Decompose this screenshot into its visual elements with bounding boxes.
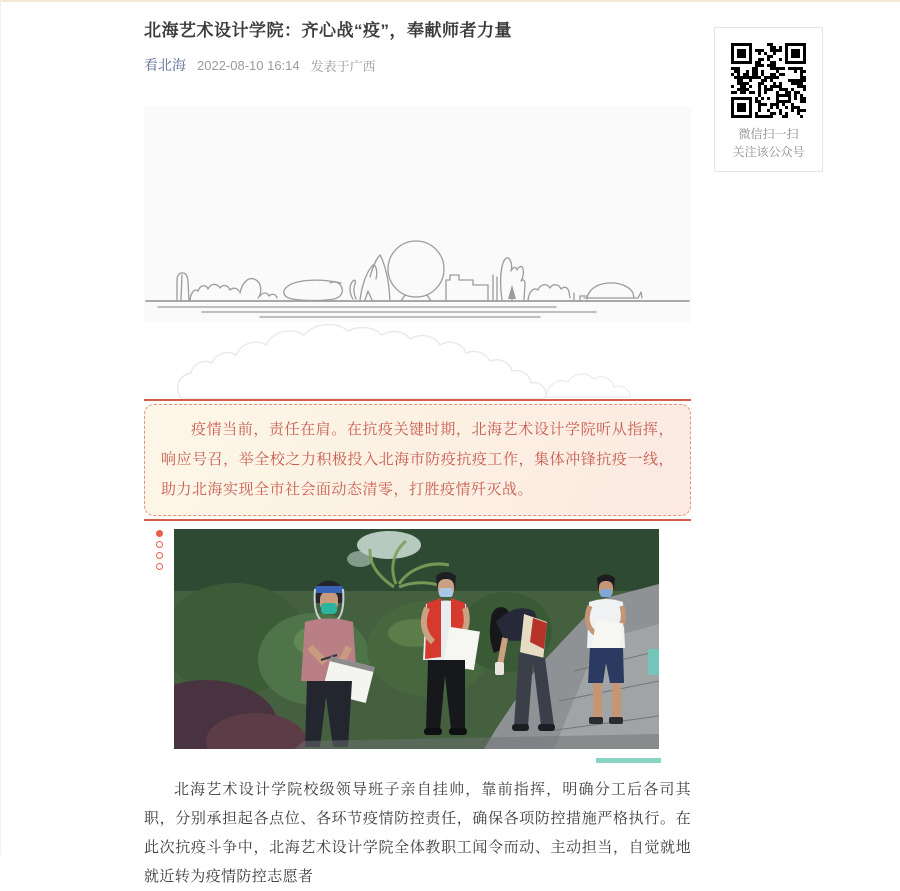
qr-code-icon xyxy=(731,43,806,118)
cloud-illustration xyxy=(144,322,691,399)
publish-time: 2022-08-10 16:14 xyxy=(197,57,300,73)
article-photo[interactable] xyxy=(174,529,659,749)
qr-panel xyxy=(714,27,823,172)
dot-icon xyxy=(156,552,163,559)
qr-caption-line1: 微信扫一扫 xyxy=(738,127,799,141)
photo-block xyxy=(144,529,691,763)
skyline-illustration xyxy=(144,107,691,322)
dot-icon xyxy=(156,530,163,537)
body-paragraph: 北海艺术设计学院校级领导班子亲自挂帅，靠前指挥，明确分工后各司其职，分别承担起各点位、各环节疫情防控责任，确保各项防控措施严格执行。在此次抗疫斗争中，北海艺术设计学院全体教职工闻令而动、主动担当，自觉就地就近转为疫情防控志愿者 xyxy=(144,781,691,885)
article-title: 北海艺术设计学院：齐心战“疫”，奉献师者力量 xyxy=(144,21,512,40)
dot-icon xyxy=(156,563,163,570)
dots-decoration xyxy=(156,530,163,570)
account-name-link[interactable]: 看北海 xyxy=(144,57,186,73)
article-column xyxy=(144,2,691,891)
dot-icon xyxy=(156,541,163,548)
highlight-quote-box xyxy=(144,399,691,521)
quote-text: 疫情当前，责任在肩。在抗疫关键时期，北海艺术设计学院听从指挥，响应号召，举全校之力积极投入北海市防疫抗疫工作，集体冲锋抗疫一线，助力北海实现全市社会面动态清零，打胜疫情歼灭战。 xyxy=(161,421,674,498)
highlight-quote-inner xyxy=(144,404,691,516)
teal-underline-bar xyxy=(596,758,661,763)
article-meta xyxy=(144,55,691,75)
publish-location: 发表于广西 xyxy=(310,58,376,74)
qr-caption-line2: 关注该公众号 xyxy=(732,145,805,159)
